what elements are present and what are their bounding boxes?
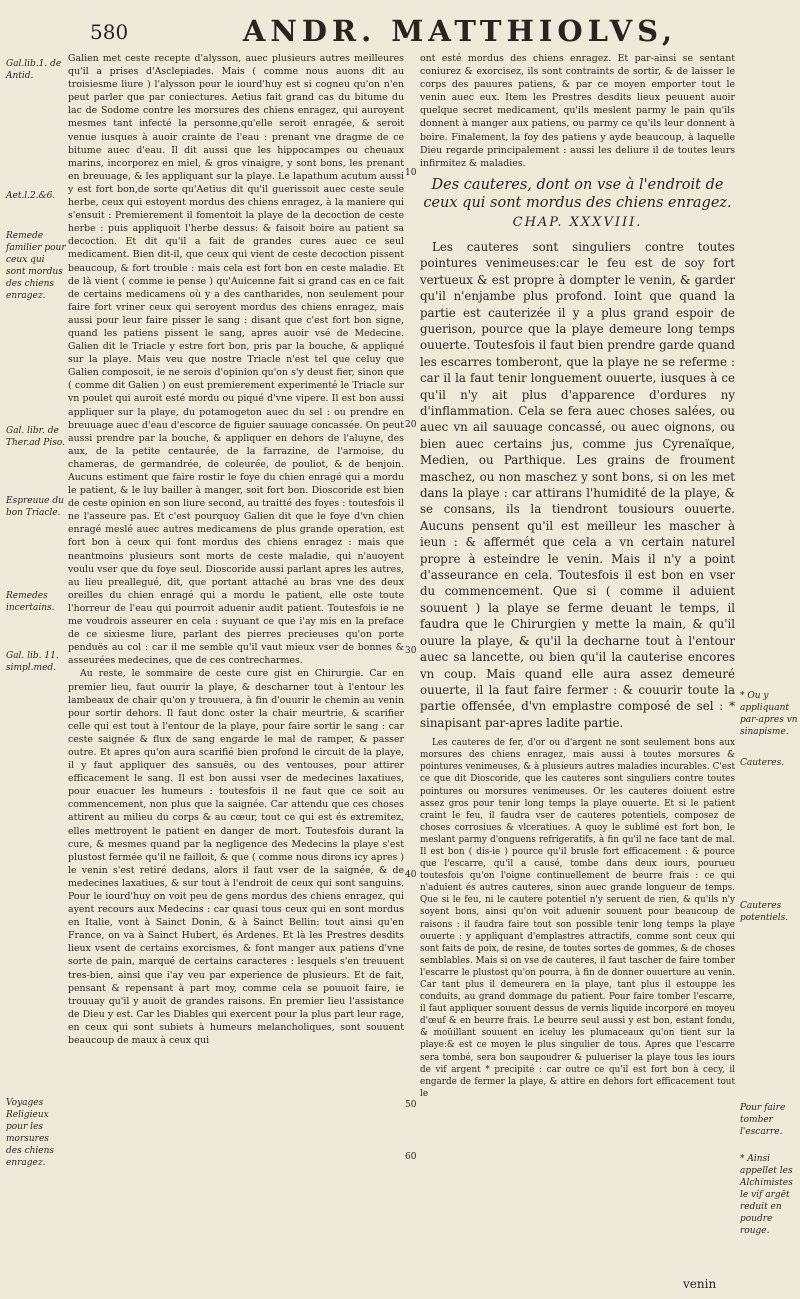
line-number-20: 20 bbox=[405, 420, 417, 430]
margin-note-gal-antid: Gal.lib.1. de Antid. bbox=[6, 59, 62, 81]
running-title: ANDR. MATTHIOLVS, bbox=[242, 14, 678, 48]
section-title: Des cauteres, dont on vse à l'endroit de ceux qui sont mordus des chiens enragez. bbox=[423, 176, 732, 211]
page-header bbox=[60, 14, 770, 48]
margin-note-voyages: Voyages Religieux pour les morsures des chiens enragez. bbox=[6, 1098, 55, 1168]
margin-note-cauteres-potentiels: Cauteres potentiels. bbox=[740, 901, 789, 923]
margin-note-vif-argent: * Ainsi appellet les Alchimistes le vif argēt reduit en poudre rouge. bbox=[740, 1154, 793, 1236]
margin-note-espreuue-triacle: Espreuue du bon Triacle. bbox=[6, 496, 64, 518]
line-number-60: 60 bbox=[405, 1152, 417, 1162]
chapter-heading: CHAP. XXXVIII. bbox=[512, 214, 643, 230]
right-text-column bbox=[420, 52, 735, 1277]
margin-note-gal-simpl: Gal. lib. 11. simpl.med. bbox=[6, 651, 59, 673]
line-number-50: 50 bbox=[405, 1100, 417, 1110]
margin-note-sinapisme: * Ou y appliquant par-apres vn sinapisme. bbox=[740, 691, 798, 737]
margin-note-aetius: Aet.l.2.&6. bbox=[6, 191, 56, 201]
margin-note-remedes-incertains: Remedes incertains. bbox=[6, 591, 55, 613]
margin-note-remede-familier: Remede familier pour ceux qui sont mordus des chiens enragez. bbox=[6, 231, 66, 301]
margin-note-cauteres: Cauteres. bbox=[740, 758, 785, 768]
line-number-30: 30 bbox=[405, 646, 417, 656]
page-number: 580 bbox=[90, 20, 129, 44]
line-number-10: 10 bbox=[405, 168, 417, 178]
paragraph-cauteres: Les cauteres sont singuliers contre toutes pointures venimeuses:car le feu est de soy fort vertueux & est propre à dompter le venin, & garder qu'il n'enjambe plus profond. Ioint que quand la partie est cauterizée il y a plus grand espoir de guerison, pource que la playe demeure long temps ouuerte. Toutesfois il faut bien prendre garde quand les escarres tomberont, que la playe ne se referme : car il la faut tenir longuement ouuerte, iusques à ce qu'il n'y ait plus d'apparence d'ordures ny d'inflammation. Cela se fera auec choses salées, ou auec vn ail sauuage concassé, ou auec oignons, ou bien auec certains jus, comme jus Cyrenaïque, Medien, ou Parthique. Les grains de froument maschez, ou non maschez y sont bons, si on les met dans la playe : car attirans l'humidité de la playe, & se consans, ils la tiendront tousiours ouuerte. Aucuns pensent qu'il est meilleur les mascher à ieun : & affermét que cela a vn certain naturel propre à esteindre le venin. Mais il n'y a point d'asseurance en cela. Toutesfois il est bon en vser du commencement. Que si ( comme il aduient souuent ) la playe se ferme deuant le temps, il faudra que le Chirurgien y mette la main, & qu'il ouure la playe, & qu'il la decharne tout à l'entour auec sa lancette, ou bien qu'il la cauterise encores vn coup. Mais quand elle aura assez demeuré ouuerte, il la faut faire fermer : & couurir toute la partie offensée, d'vn emplastre composé de sel : * sinapisant par-apres ladite partie. bbox=[420, 239, 735, 730]
paragraph-chirurgie: Au reste, le sommaire de ceste cure gist en Chirurgie. Car en premier lieu, faut ouurir la playe, & descharner tout à l'entour les lambeaux de chair qu'on y trouuera, à fin d'ouurir le chemin au venin pour sortir dehors. Il faut donc oster la chair meurtrie, & scarifier celle qui est tout à l'entour de la playe, pour faire sortir le sang : car ceste saignée & flux de sang engarde le mal de ramper, & passer outre. Et apres qu'on aura scarifié bien profond le circuit de la playe, il y faut appliquer des sansuës, ou des ventouses, pour attirer efficacement le sang. Il est bon aussi vser de medecines laxatiues, pour euacuer les humeurs : toutesfois il ne faut que ce soit au commencement, non plus que la saignée. Car attendu que ces choses attirent au milieu du corps & au cœur, tout ce qui est és extremitez, elles mettroyent le patient en danger de mort. Toutesfois durant la cure, & mesmes quand par la negligence des Medecins la playe s'est plustost fermée qu'il ne failloit, & que ( comme nous dirons icy apres ) le venin s'est retiré dedans, alors il faut vser de la saignée, & de medecines laxatiues, & sur tout à l'endroit de ceux qui sont sanguins. Pour le iourd'huy on voit peu de gens mordus des chiens enragez, qui ayent recours aux Medecins : car quasi tous ceux qui en sont mordus en Italie, vont à Sainct Donin, & à Sainct Bellin: tout ainsi qu'en France, on va à Sainct Hubert, és Ardenes. Et là les Prestres desdits lieux vsent de certains exorcismes, & font manger aux patiens d'vne sorte de pain, marqué de certains caracteres : lesquels s'en treuuent tres-bien, ainsi que i'ay veu par experience de plusieurs. Et de fait, pensant & repensant à part moy, comme cela se pouuoit faire, ie trouuay qu'il y auoit de grandes raisons. En premier lieu l'assistance de Dieu y est. Car les Diables qui exercent pour la plus part leur rage, en ceux qui sont subiets à humeurs melancholiques, sont souuent beaucoup de maux à ceux qui bbox=[68, 668, 404, 1047]
line-number-40: 40 bbox=[405, 870, 417, 880]
paragraph-exorcismes: ont esté mordus des chiens enragez. Et par-ainsi se sentant coniurez & exorcisez, ils sont contraints de sortir, & de laisser le corps des pauures patiens, & par ce moyen emporter tout le venin auec eux. Item les Prestres desdits lieux peuuent auoir quelque secret medicament, qu'ils meslent parmy le pain qu'ils donnent à manger aux patiens, ou parmy ce qu'ils leur donnent à boire. Finalement, la foy des patiens y ayde beaucoup, à laquelle Dieu regarde principalement : aussi les deliure il de toutes leurs infirmitez & maladies. bbox=[420, 53, 735, 169]
catchword: venin bbox=[683, 1277, 717, 1291]
paragraph-cauteres-fer: Les cauteres de fer, d'or ou d'argent ne sont seulement bons aux morsures des chiens enragez, mais aussi à toutes morsures & pointures venimeuses, & à plusieurs autres maladies incurables. C'est ce que dit Dioscoride, que les cauteres sont singuliers contre toutes pointures ou morsures venimeuses. Or les cauteres doiuent estre assez gros pour tenir long temps la playe ouuerte. Et si le patient craint le feu, il faudra vser de cauteres potentiels, composez de choses corrosiues & vlceratiues. A quoy le sublimé est fort bon, le meslant parmy d'onguens refrigeratifs, à fin qu'il ne face tant de mal. Il est bon ( dis-ie ) pource qu'il brusle fort efficacement : & pource que l'escarre, qu'il a causé, tombe dans deux iours, pourueu toutesfois qu'on l'oigne continuellement de beurre frais : ce qui n'aduient és autres cauteres, sinon auec grande longueur de temps. Que si le feu, ni le cautere potentiel n'y seruent de rien, & qu'ils n'y soyent bons, ainsi qu'on voit aduenir souuent pour beaucoup de raisons : il faudra faire tout son possible tenir long temps la playe ouuerte : y appliquant d'emplastres attractifs, comme sont ceux qui sont faits de poix, de resine, de toutes sortes de gommes, & de choses semblables. Mais si on vse de cauteres, il faut tascher de faire tomber l'escarre le plustost qu'on pourra, à fin de donner ouuerture au venin. Car tant plus il demeurera en la playe, tant plus il estouppe les conduits, au grand dommage du patient. Pour faire tomber l'escarre, il faut appliquer souuent dessus de vernis liquide incorporé en moyeu d'œuf & en beurre frais. Le beurre seul aussi y est bon, estant fondu, & moüillant souuent en iceluy les plumaceaux qu'on tient sur la playe:& est ce moyen le plus singulier de tous. Apres que l'escarre sera tombé, sera bon saupoudrer & pulueriser la playe tous les iours de vif argent * precipité : car outre ce qu'il est fort bon à cecy, il engarde de fermer la playe, & attire en dehors fort efficacement tout le bbox=[420, 738, 735, 1099]
paragraph-remedes: Galien met ceste recepte d'alysson, auec plusieurs autres meilleures qu'il a prises d'Asclepiades. Mais ( comme nous auons dit au troisiesme liure ) l'alysson pour le iourd'huy est si cogneu qu'on n'en peut parler que par coniectures. Aetius fait grand cas du bitume du lac de Sodome contre les morsures des chiens enragez, qui auroyent mesmes tant infecté la personne,qu'elle seroit enragée, & seroit venue iusques à auoir crainte de l'eau : prenant vne dragme de ce bitume auec d'eau. Il dit aussi que les hippocampes ou cheuaux marins, incorporez en miel, & gros vinaigre, y sont bons, les prenant en breuuage, & les appliquant sur la playe. Le lapathum acutum aussi y est fort bon,de sorte qu'Aetius dit qu'il guerissoit auec ceste seule herbe, ceux qui estoyent mordus des chiens enragez, à la maniere qui s'ensuit : Premierement il fomentoit la playe de la decoction de ceste herbe : puis appliquoit l'herbe dessus: & faisoit boire au patient sa decoction. Et dit qu'il a fait de grandes cures auec ce seul medicament. Bien dit-il, que ceux qui vient de ceste decoction pissent beaucoup, & fort trouble : mais cela est fort bon en ceste maladie. Et de là vient ( comme ie pense ) qu'Auicenne fait si grand cas en ce fait de certains medicamens où y a des cantharides, non seulement pour faire fort vriner ceux qui seroyent mordus des chiens enragez, mais aussi pour leur faire pisser le sang : disant que c'est fort bon signe, quand les patiens pissent le sang, apres auoir vsé de Medecine. Galien dit le Triacle y estre fort bon, pris par la bouche, & appliqué sur la playe. Mais veu que nostre Triacle n'est tel que celuy que Galien composoit, ie ne serois d'opinion qu'on s'y deust fier, sinon que ( comme dit Galien ) on eust premierement experimenté le Triacle sur vn poulet qui auroit esté mordu ou piqué d'vne vipere. Il est bon aussi appliquer sur la playe, du potamogeton auec du sel : ou prendre en breuuage auec d'eau d'escorce de figuier sauuage concassée. On peut aussi prendre par la bouche, & appliquer en dehors de l'aluyne, des aux, de la petite centaurée, de la farrazine, de l'armoise, du chameras, de germandrée, de coleurée, de pouliot, & de benjoin. Aucuns estiment que faire rostir le foye du chien enragé qui a mordu le patient, & le luy bailler à manger, soit fort bon. Dioscoride est bien de ceste opinion en son liure second, au traitté des foyes : toutesfois il ne l'asseure pas. Et c'est pourquoy Galien dit que le foye d'vn chien enragé meslé auec autres medicamens de plus grande operation, est fort bon à ceux qui font mordus des chiens enragez : mais que neantmoins plusieurs sont morts de ceste maladie, qui n'auoyent voulu vser que du foye seul. Dioscoride aussi parlant apres les autres, au lieu preallegué, dit, que portant attaché au bras vne des deux oreilles du chien enragé qui a mordu le patient, elle oste toute l'horreur de l'eau qui pourroit aduenir audit patient. Toutesfois ie ne me voudrois asseurer en cela : suyuant ce que i'ay mis en la preface de ce sixiesme liure, parlant des pierres precieuses qu'on porte penduës au col : car il me semble qu'il vaut mieux vser de bonnes & asseurées medecines, que de ces contrecharmes. bbox=[68, 53, 404, 667]
margin-note-gal-ther: Gal. libr. de Ther.ad Piso. bbox=[6, 426, 65, 448]
left-text-column bbox=[68, 52, 404, 1277]
margin-note-tomber-escarre: Pour faire tomber l'escarre. bbox=[740, 1103, 786, 1137]
